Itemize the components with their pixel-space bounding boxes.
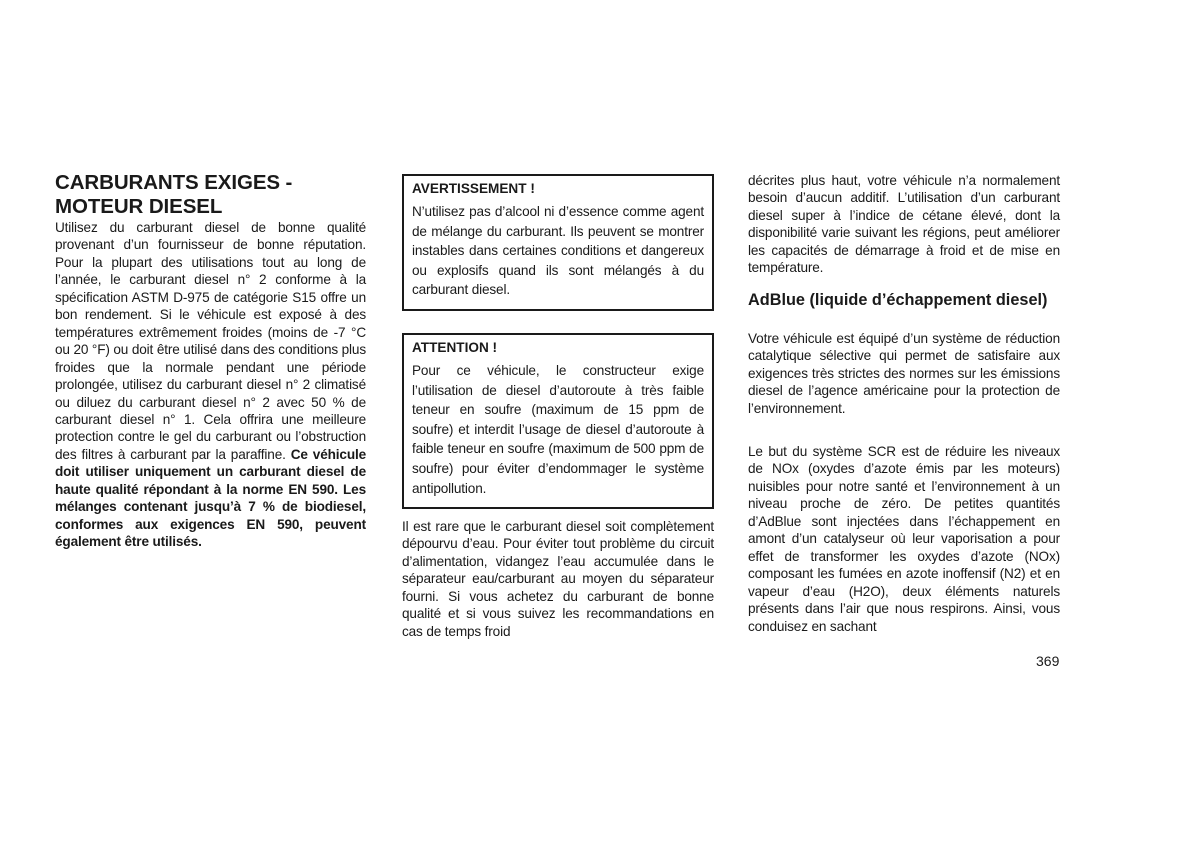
scr-intro-paragraph: Votre véhicule est équipé d’un système de réduction catalytique sélective qui permet de satisfaire aux exigences très strictes des normes sur les émissions diesel de l’agence américaine pour la protection de l’environnement. <box>748 331 1060 416</box>
adblue-heading: AdBlue (liquide d’échappement diesel) <box>748 291 1048 309</box>
warning-text: N’utilisez pas d’alcool ni d’essence comme agent de mélange du carburant. Ils peuvent se montrer instables dans certaines conditions et dangereux ou explosifs quand ils sont mélangés à du carburant diesel. <box>412 204 704 298</box>
page-number: 369 <box>1036 653 1060 669</box>
additive-paragraph: décrites plus haut, votre véhicule n’a normalement besoin d’aucun additif. L’utilisation d’un carburant diesel super à l’indice de cétane élevé, dont la disponibilité varie suivant les régions, peut améliorer les capacités de démarrage à froid et de mise en température. <box>748 173 1060 276</box>
heading-line-2: MOTEUR DIESEL <box>55 195 223 218</box>
scr-purpose-paragraph: Le but du système SCR est de réduire les niveaux de NOx (oxydes d’azote émis par les moteurs) nuisibles pour notre santé et l’environnement à un niveau proche de zéro. De petites quantités d’AdBlue sont injectées dans l’échappement en amont d’un catalyseur où leur vaporisation a pour effet de transformer les oxydes d’azote (NOx) composant les fumées en azote inoffensif (N2) et en vapeur d’eau (H2O), deux éléments naturels présents dans l’air que nous respirons. Ainsi, vous conduisez en sachant <box>748 444 1060 634</box>
fuel-requirements-paragraph <box>55 219 366 551</box>
heading-line-1: CARBURANTS EXIGES - <box>55 171 293 194</box>
caution-text: Pour ce véhicule, le constructeur exige l’utilisation de diesel d’autoroute à très faible teneur en soufre (maximum de 15 ppm de soufre) et interdit l’usage de diesel d’autoroute à faible teneur en soufre (maximum de 500 ppm de soufre) pour éviter d’endommager le système antipollution. <box>412 363 704 496</box>
caution-title: ATTENTION ! <box>412 340 498 355</box>
warning-title: AVERTISSEMENT ! <box>412 181 535 196</box>
warning-box <box>402 174 714 311</box>
section-heading <box>55 171 375 219</box>
fuel-requirements-text: Utilisez du carburant diesel de bonne qualité provenant d’un fournisseur de bonne réputation. Pour la plupart des utilisations tout au long de l’année, le carburant diesel n° 2 conforme à la spécification ASTM D-975 de catégorie S15 offre un bon rendement. Si le véhicule est exposé à des températures extrêmement froides (moins de -7 °C ou 20 °F) ou doit être utilisé dans des conditions plus froides que la normale pendant une période prolongée, utilisez du carburant diesel n° 2 climatisé ou diluez du carburant diesel n° 2 avec 50 % de carburant diesel n° 1. Cela offrira une meilleure protection contre le gel du carburant ou l’obstruction des filtres à carburant par la paraffine. <box>55 220 366 462</box>
water-paragraph: Il est rare que le carburant diesel soit complètement dépourvu d’eau. Pour éviter tout problème du circuit d’alimentation, vidangez l’eau accumulée dans le séparateur eau/carburant au moyen du séparateur fourni. Si vous achetez du carburant de bonne qualité et si vous suivez les recommandations en cas de temps froid <box>402 519 714 639</box>
caution-box <box>402 333 714 509</box>
fuel-requirements-bold-text: Ce véhicule doit utiliser uniquement un carburant diesel de haute qualité répondant à la norme EN 590. Les mélanges contenant jusqu’à 7 % de biodiesel, conformes aux exigences EN 590, peuvent également être utilisés. <box>55 446 367 550</box>
